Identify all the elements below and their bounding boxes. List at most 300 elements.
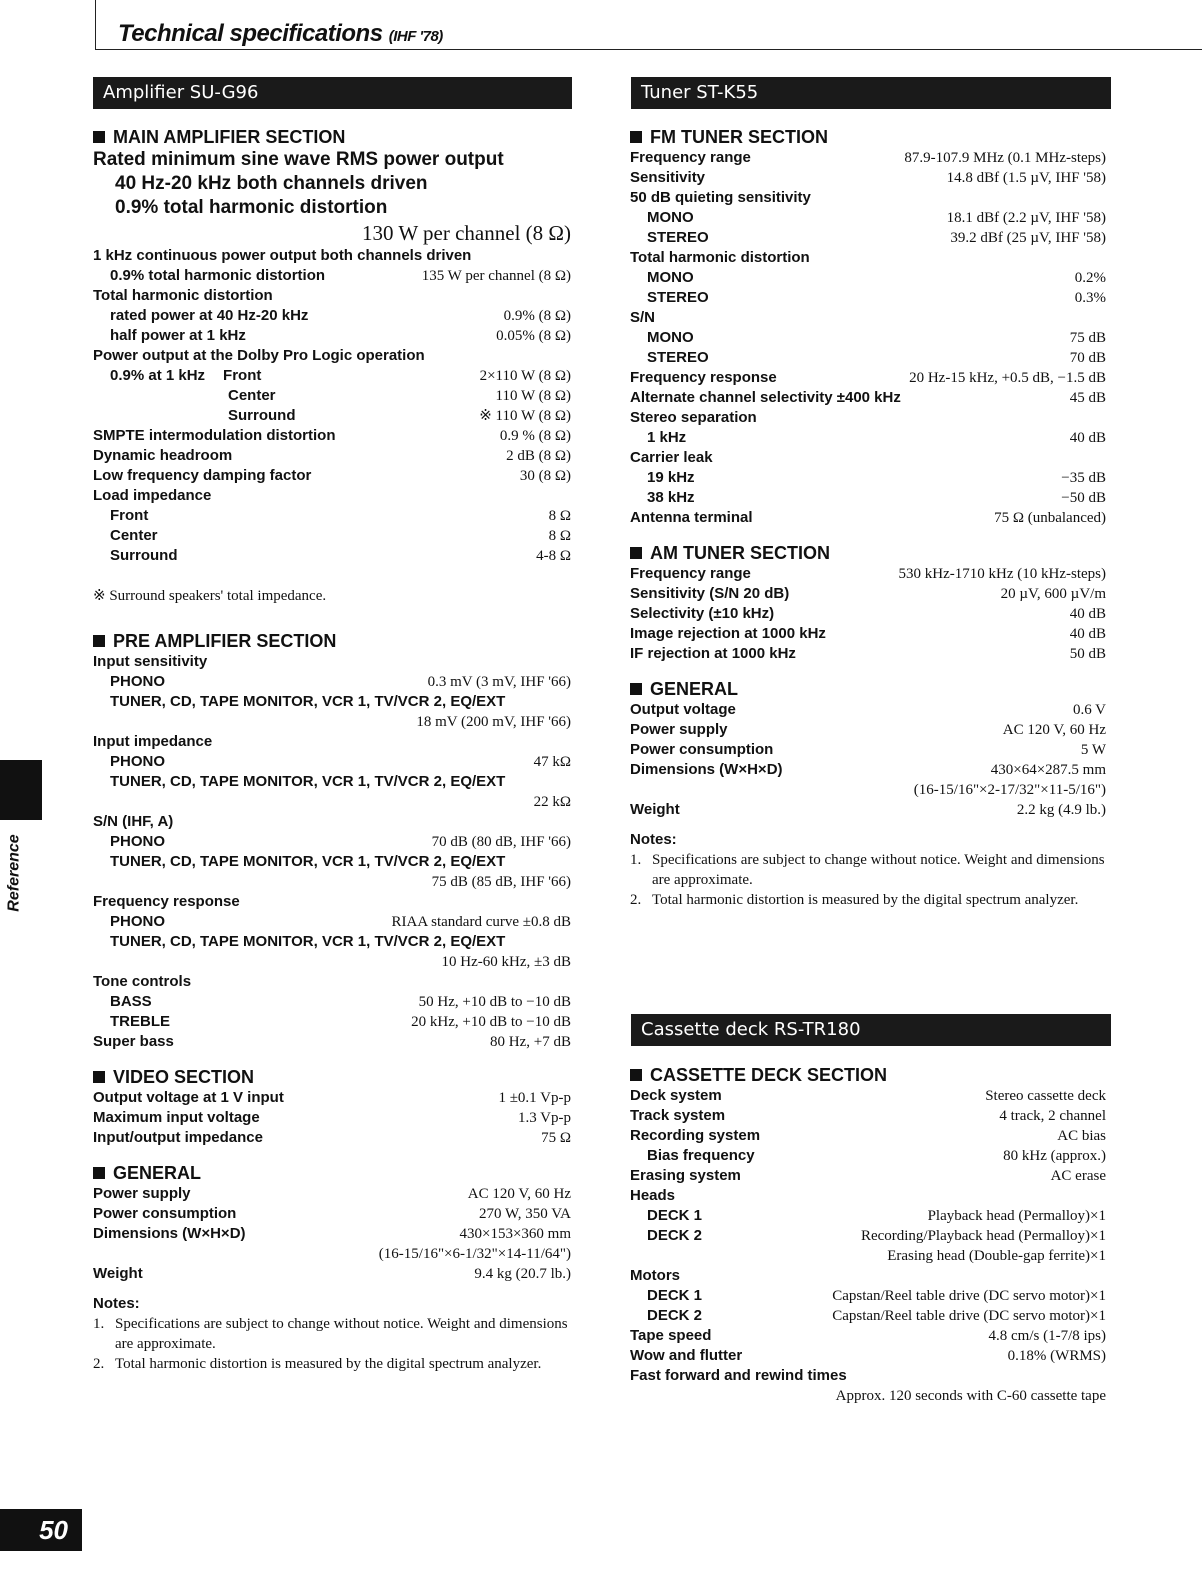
spec-label: Deck system — [630, 1087, 722, 1104]
spec-row — [630, 1126, 1106, 1146]
spec-label: Sensitivity — [630, 169, 706, 186]
spec-label-part: Front — [223, 367, 262, 384]
spec-row — [93, 852, 571, 872]
sidebar-label — [5, 830, 34, 920]
spec-row — [93, 652, 571, 672]
spec-value: 8 Ω — [548, 508, 571, 524]
spec-value: 80 kHz (approx.) — [1003, 1148, 1106, 1164]
spec-label: half power at 1 kHz — [110, 327, 246, 344]
spec-value: 20 Hz-15 kHz, +0.5 dB, −1.5 dB — [909, 370, 1106, 386]
spec-row — [630, 1146, 1106, 1166]
spec-label: TUNER, CD, TAPE MONITOR, VCR 1, TV/VCR 2, EQ/EXT — [110, 693, 506, 710]
spec-label: Track system — [630, 1107, 726, 1124]
spec-row — [93, 832, 571, 852]
tuner-bar: Tuner ST-K55 — [631, 77, 1111, 109]
spec-row — [630, 388, 1106, 408]
spec-label: Frequency response — [630, 369, 777, 386]
spec-value: 2×110 W (8 Ω) — [479, 368, 571, 384]
spec-label: Super bass — [93, 1033, 174, 1050]
spec-value: −50 dB — [1061, 490, 1106, 506]
spec-label: Power consumption — [93, 1205, 237, 1222]
spec-value: Approx. 120 seconds with C-60 cassette tape — [835, 1388, 1106, 1404]
spec-label: PHONO — [110, 753, 166, 770]
spec-row — [93, 892, 571, 912]
spec-label: SMPTE intermodulation distortion — [93, 427, 336, 444]
spec-label: Power consumption — [630, 741, 774, 758]
spec-label: 38 kHz — [647, 489, 695, 506]
spec-value: Recording/Playback head (Permalloy)×1 — [860, 1228, 1106, 1244]
spec-value: 4.8 cm/s (1-7/8 ips) — [988, 1328, 1106, 1344]
spec-label: Wow and flutter — [630, 1347, 743, 1364]
bullet-square-icon — [630, 547, 642, 559]
spec-row — [93, 1204, 571, 1224]
spec-row — [630, 508, 1106, 528]
spec-row — [93, 672, 571, 692]
spec-row — [93, 972, 571, 992]
spec-value: 110 W (8 Ω) — [495, 388, 571, 404]
bullet-square-icon — [630, 1069, 642, 1081]
spec-row — [630, 644, 1106, 664]
spec-value: (16-15/16"×2-17/32"×11-5/16") — [913, 782, 1106, 798]
spec-value: 135 W per channel (8 Ω) — [421, 268, 571, 284]
spec-value: 39.2 dBf (25 µV, IHF '58) — [950, 230, 1106, 246]
spec-label: PHONO — [110, 833, 166, 850]
spec-label: Weight — [93, 1265, 143, 1282]
spec-value: 75 dB — [1069, 330, 1106, 346]
note-item — [630, 890, 1106, 910]
section-title: GENERAL — [113, 1163, 202, 1183]
spec-row — [630, 248, 1106, 268]
spec-label: Stereo separation — [630, 409, 757, 426]
note-number: 2. — [630, 892, 642, 908]
spec-label: S/N — [630, 309, 656, 326]
spec-label: Surround — [228, 407, 296, 424]
spec-row — [93, 792, 571, 812]
spec-label: Frequency range — [630, 565, 751, 582]
spec-value: 270 W, 350 VA — [479, 1206, 571, 1222]
spec-row — [93, 812, 571, 832]
spec-label: Tape speed — [630, 1327, 712, 1344]
main-amp-rows — [93, 246, 571, 566]
spec-label: TREBLE — [110, 1013, 170, 1030]
note-text: Total harmonic distortion is measured by the digital spectrum analyzer. — [652, 892, 1079, 908]
tuner-column — [630, 122, 1106, 910]
spec-value: Playback head (Permalloy)×1 — [927, 1208, 1106, 1224]
spec-value: 87.9-107.9 MHz (0.1 MHz-steps) — [904, 150, 1106, 166]
video-rows — [93, 1088, 571, 1148]
spec-row — [93, 1032, 571, 1052]
spec-value: 10 Hz-60 kHz, ±3 dB — [441, 954, 571, 970]
page-title-text: Technical specifications — [118, 20, 383, 47]
section-title: AM TUNER SECTION — [650, 543, 830, 563]
spec-row — [93, 1244, 571, 1264]
spec-label: Recording system — [630, 1127, 761, 1144]
spec-row — [93, 772, 571, 792]
note-text: Specifications are subject to change without notice. Weight and dimensions are approximate. — [652, 852, 1105, 888]
header-rule — [95, 49, 1202, 50]
spec-label: Weight — [630, 801, 680, 818]
page-number: 50 — [0, 1509, 82, 1551]
spec-row — [630, 604, 1106, 624]
spec-row — [630, 800, 1106, 820]
spec-row — [93, 386, 571, 406]
spec-row — [93, 406, 571, 426]
spec-row — [630, 348, 1106, 368]
spec-value: 70 dB (80 dB, IHF '66) — [431, 834, 571, 850]
spec-value: 0.3% — [1074, 290, 1106, 306]
spec-row — [93, 1108, 571, 1128]
spec-label: DECK 1 — [647, 1207, 703, 1224]
spec-label: Dynamic headroom — [93, 447, 233, 464]
spec-label: Frequency range — [630, 149, 751, 166]
spec-label: DECK 2 — [647, 1227, 703, 1244]
rated-power-line1: Rated minimum sine wave RMS power output — [93, 149, 504, 170]
spec-label: Dimensions (W×H×D) — [93, 1225, 246, 1242]
page-title — [118, 20, 443, 48]
spec-row — [630, 584, 1106, 604]
spec-value: 1.3 Vp-p — [517, 1110, 571, 1126]
note-text: Total harmonic distortion is measured by the digital spectrum analyzer. — [115, 1356, 542, 1372]
spec-row — [93, 1088, 571, 1108]
spec-label: Bias frequency — [647, 1147, 755, 1164]
sidebar-tab — [0, 760, 42, 820]
pre-amp-rows — [93, 652, 571, 1052]
spec-row — [93, 306, 571, 326]
spec-label: Fast forward and rewind times — [630, 1367, 847, 1384]
spec-label: Tone controls — [93, 973, 192, 990]
spec-value: 4-8 Ω — [536, 548, 571, 564]
spec-value: 530 kHz-1710 kHz (10 kHz-steps) — [898, 566, 1106, 582]
sidebar-label-text: Reference — [5, 834, 23, 912]
spec-row — [93, 266, 571, 286]
spec-row — [630, 1286, 1106, 1306]
spec-label: DECK 1 — [647, 1287, 703, 1304]
spec-label-part: 0.9% at 1 kHz — [110, 367, 206, 384]
spec-value: 0.9 % (8 Ω) — [499, 428, 571, 444]
spec-label: Motors — [630, 1267, 680, 1284]
fm-tuner-heading — [630, 126, 1106, 148]
spec-row — [630, 1386, 1106, 1406]
spec-row — [630, 1346, 1106, 1366]
spec-label: Heads — [630, 1187, 676, 1204]
note-text: Specifications are subject to change without notice. Weight and dimensions are approximate. — [115, 1316, 568, 1352]
note-item — [93, 1314, 571, 1354]
cassette-bar: Cassette deck RS-TR180 — [631, 1014, 1111, 1046]
spec-value: 40 dB — [1069, 430, 1106, 446]
spec-value: ※ 110 W (8 Ω) — [479, 408, 571, 424]
spec-value: 75 dB (85 dB, IHF '66) — [431, 874, 571, 890]
spec-label: STEREO — [647, 289, 709, 306]
spec-row — [630, 1226, 1106, 1246]
spec-label: TUNER, CD, TAPE MONITOR, VCR 1, TV/VCR 2, EQ/EXT — [110, 933, 506, 950]
tuner-general-rows — [630, 700, 1106, 820]
spec-value: 0.9% (8 Ω) — [503, 308, 571, 324]
main-amplifier-heading — [93, 126, 571, 148]
spec-row — [93, 692, 571, 712]
bullet-square-icon — [630, 683, 642, 695]
spec-label: 1 kHz — [647, 429, 687, 446]
amp-general-rows — [93, 1184, 571, 1284]
spec-label: Alternate channel selectivity ±400 kHz — [630, 389, 901, 406]
spec-value: 2 dB (8 Ω) — [506, 448, 571, 464]
spec-value: 0.6 V — [1072, 702, 1106, 718]
spec-value: 80 Hz, +7 dB — [490, 1034, 571, 1050]
spec-value: 40 dB — [1069, 626, 1106, 642]
spec-row — [630, 1206, 1106, 1226]
spec-row — [630, 208, 1106, 228]
note-number: 2. — [93, 1356, 105, 1372]
spec-row — [93, 366, 571, 386]
spec-row — [93, 1128, 571, 1148]
spec-label: PHONO — [110, 673, 166, 690]
spec-label: Output voltage — [630, 701, 736, 718]
surround-footnote: ※ Surround speakers' total impedance. — [93, 588, 327, 604]
fm-rows — [630, 148, 1106, 528]
spec-label: Frequency response — [93, 893, 240, 910]
note-item — [93, 1354, 571, 1374]
section-title: VIDEO SECTION — [113, 1067, 255, 1087]
spec-value: −35 dB — [1061, 470, 1106, 486]
video-section-heading — [93, 1066, 571, 1088]
spec-row — [630, 448, 1106, 468]
spec-value: 22 kΩ — [533, 794, 571, 810]
spec-row — [93, 752, 571, 772]
spec-label: Input sensitivity — [93, 653, 208, 670]
spec-row — [630, 428, 1106, 448]
spec-value: (16-15/16"×6-1/32"×14-11/64") — [378, 1246, 571, 1262]
spec-label: Carrier leak — [630, 449, 713, 466]
spec-row — [630, 468, 1106, 488]
spec-row — [630, 700, 1106, 720]
spec-row — [630, 1366, 1106, 1386]
cassette-deck-heading — [630, 1064, 1106, 1086]
spec-row — [93, 912, 571, 932]
spec-label: Power supply — [630, 721, 728, 738]
spec-value: 0.2% — [1074, 270, 1106, 286]
bullet-square-icon — [93, 635, 105, 647]
spec-row — [630, 168, 1106, 188]
spec-row — [93, 712, 571, 732]
spec-label: Surround — [110, 547, 178, 564]
spec-value: 18.1 dBf (2.2 µV, IHF '58) — [946, 210, 1106, 226]
spec-value: 75 Ω — [541, 1130, 571, 1146]
spec-label: rated power at 40 Hz-20 kHz — [110, 307, 309, 324]
spec-value: 75 Ω (unbalanced) — [994, 510, 1106, 526]
am-rows — [630, 564, 1106, 664]
spec-value: 70 dB — [1069, 350, 1106, 366]
spec-label: DECK 2 — [647, 1307, 703, 1324]
spec-row — [630, 1246, 1106, 1266]
spec-row — [93, 1184, 571, 1204]
spec-value: 0.3 mV (3 mV, IHF '66) — [427, 674, 571, 690]
spec-row — [93, 486, 571, 506]
spec-label: PHONO — [110, 913, 166, 930]
spec-row — [93, 286, 571, 306]
spec-row — [93, 546, 571, 566]
amp-notes-heading: Notes: — [93, 1295, 140, 1312]
bullet-square-icon — [93, 131, 105, 143]
spec-value: 18 mV (200 mV, IHF '66) — [416, 714, 571, 730]
spec-label: Front — [110, 507, 149, 524]
spec-row — [93, 952, 571, 972]
cassette-rows — [630, 1086, 1106, 1406]
spec-value: 45 dB — [1069, 390, 1106, 406]
spec-value: 4 track, 2 channel — [999, 1108, 1106, 1124]
spec-row — [630, 760, 1106, 780]
section-title: GENERAL — [650, 679, 739, 699]
spec-label: Load impedance — [93, 487, 212, 504]
spec-row — [93, 506, 571, 526]
spec-row — [93, 1264, 571, 1284]
spec-value: AC 120 V, 60 Hz — [1002, 722, 1106, 738]
spec-value: 40 dB — [1069, 606, 1106, 622]
spec-row — [93, 932, 571, 952]
spec-value: Erasing head (Double-gap ferrite)×1 — [887, 1248, 1106, 1264]
spec-value: 50 Hz, +10 dB to −10 dB — [418, 994, 571, 1010]
spec-label: Center — [228, 387, 276, 404]
spec-value: 8 Ω — [548, 528, 571, 544]
spec-value: 14.8 dBf (1.5 µV, IHF '58) — [946, 170, 1106, 186]
amplifier-column — [93, 122, 571, 1374]
section-title: CASSETTE DECK SECTION — [650, 1065, 888, 1085]
spec-label: MONO — [647, 269, 694, 286]
spec-label: Power output at the Dolby Pro Logic operation — [93, 347, 425, 364]
spec-value: Capstan/Reel table drive (DC servo motor)×1 — [832, 1308, 1106, 1324]
note-number: 1. — [630, 852, 642, 868]
spec-label: Total harmonic distortion — [630, 249, 810, 266]
spec-row — [93, 526, 571, 546]
spec-row — [630, 564, 1106, 584]
cassette-column — [630, 1060, 1106, 1406]
amp-general-heading — [93, 1162, 571, 1184]
spec-value: RIAA standard curve ±0.8 dB — [391, 914, 571, 930]
spec-value: 0.05% (8 Ω) — [496, 328, 571, 344]
spec-label: Power supply — [93, 1185, 191, 1202]
spec-label: TUNER, CD, TAPE MONITOR, VCR 1, TV/VCR 2, EQ/EXT — [110, 853, 506, 870]
spec-row — [630, 308, 1106, 328]
spec-row — [93, 446, 571, 466]
spec-value: 9.4 kg (20.7 lb.) — [474, 1266, 571, 1282]
spec-label: Input/output impedance — [93, 1129, 263, 1146]
spec-value: 0.18% (WRMS) — [1007, 1348, 1106, 1364]
spec-row — [630, 780, 1106, 800]
spec-label: IF rejection at 1000 kHz — [630, 645, 796, 662]
spec-row — [630, 1166, 1106, 1186]
spec-row — [93, 1224, 571, 1244]
spec-value: 20 µV, 600 µV/m — [1000, 586, 1106, 602]
section-title: FM TUNER SECTION — [650, 127, 828, 147]
spec-value: 30 (8 Ω) — [519, 468, 571, 484]
spec-row — [93, 1012, 571, 1032]
spec-label: Low frequency damping factor — [93, 467, 312, 484]
spec-label: Maximum input voltage — [93, 1109, 260, 1126]
am-tuner-heading — [630, 542, 1106, 564]
spec-label: STEREO — [647, 229, 709, 246]
spec-row — [630, 328, 1106, 348]
spec-value: AC 120 V, 60 Hz — [467, 1186, 571, 1202]
spec-label: 0.9% total harmonic distortion — [110, 267, 326, 284]
spec-value: 5 W — [1080, 742, 1106, 758]
spec-label: TUNER, CD, TAPE MONITOR, VCR 1, TV/VCR 2, EQ/EXT — [110, 773, 506, 790]
tuner-notes-heading: Notes: — [630, 831, 677, 848]
spec-row — [93, 992, 571, 1012]
spec-row — [630, 1326, 1106, 1346]
pre-amplifier-heading — [93, 630, 571, 652]
spec-row — [93, 326, 571, 346]
spec-value: 430×64×287.5 mm — [990, 762, 1106, 778]
spec-row — [630, 1086, 1106, 1106]
note-item — [630, 850, 1106, 890]
spec-label: Output voltage at 1 V input — [93, 1089, 284, 1106]
spec-value: 2.2 kg (4.9 lb.) — [1016, 802, 1106, 818]
amplifier-bar: Amplifier SU-G96 — [93, 77, 572, 109]
spec-label: S/N (IHF, A) — [93, 813, 174, 830]
spec-row — [630, 228, 1106, 248]
spec-label: STEREO — [647, 349, 709, 366]
bullet-square-icon — [630, 131, 642, 143]
spec-label: 19 kHz — [647, 469, 695, 486]
spec-row — [630, 188, 1106, 208]
spec-label: Total harmonic distortion — [93, 287, 273, 304]
spec-row — [93, 872, 571, 892]
spec-value: AC bias — [1057, 1128, 1106, 1144]
spec-label: Sensitivity (S/N 20 dB) — [630, 585, 790, 602]
spec-label: MONO — [647, 329, 694, 346]
spec-row — [630, 368, 1106, 388]
spec-row — [93, 426, 571, 446]
spec-label: Input impedance — [93, 733, 213, 750]
bullet-square-icon — [93, 1167, 105, 1179]
spec-row — [630, 1106, 1106, 1126]
spec-label: Dimensions (W×H×D) — [630, 761, 783, 778]
spec-row — [630, 1186, 1106, 1206]
spec-row — [630, 1306, 1106, 1326]
spec-row — [630, 1266, 1106, 1286]
spec-value: 20 kHz, +10 dB to −10 dB — [411, 1014, 571, 1030]
spec-row — [630, 408, 1106, 428]
section-title: PRE AMPLIFIER SECTION — [113, 631, 337, 651]
spec-label: Erasing system — [630, 1167, 741, 1184]
spec-label: 50 dB quieting sensitivity — [630, 189, 811, 206]
spec-value: 1 ±0.1 Vp-p — [498, 1090, 571, 1106]
spec-row — [630, 268, 1106, 288]
spec-row — [630, 624, 1106, 644]
spec-label: 1 kHz continuous power output both channels driven — [93, 247, 472, 264]
rated-power-line2: 40 Hz-20 kHz both channels driven — [115, 173, 428, 194]
spec-label: MONO — [647, 209, 694, 226]
spec-row — [93, 346, 571, 366]
spec-row — [630, 720, 1106, 740]
spec-label: Center — [110, 527, 158, 544]
page-title-sub: (IHF '78) — [388, 28, 443, 45]
spec-row — [93, 732, 571, 752]
spec-label: Image rejection at 1000 kHz — [630, 625, 826, 642]
note-number: 1. — [93, 1316, 105, 1332]
spec-label: BASS — [110, 993, 152, 1010]
spec-label: Antenna terminal — [630, 509, 753, 526]
spec-value: Capstan/Reel table drive (DC servo motor)×1 — [832, 1288, 1106, 1304]
spec-label: Selectivity (±10 kHz) — [630, 605, 775, 622]
spec-row — [93, 466, 571, 486]
spec-row — [630, 740, 1106, 760]
spec-label — [93, 366, 261, 386]
spec-row — [630, 488, 1106, 508]
rated-power-value: 130 W per channel (8 Ω) — [361, 221, 571, 245]
spec-value: 47 kΩ — [533, 754, 571, 770]
header-rule-vertical — [95, 0, 96, 50]
spec-row — [630, 288, 1106, 308]
bullet-square-icon — [93, 1071, 105, 1083]
